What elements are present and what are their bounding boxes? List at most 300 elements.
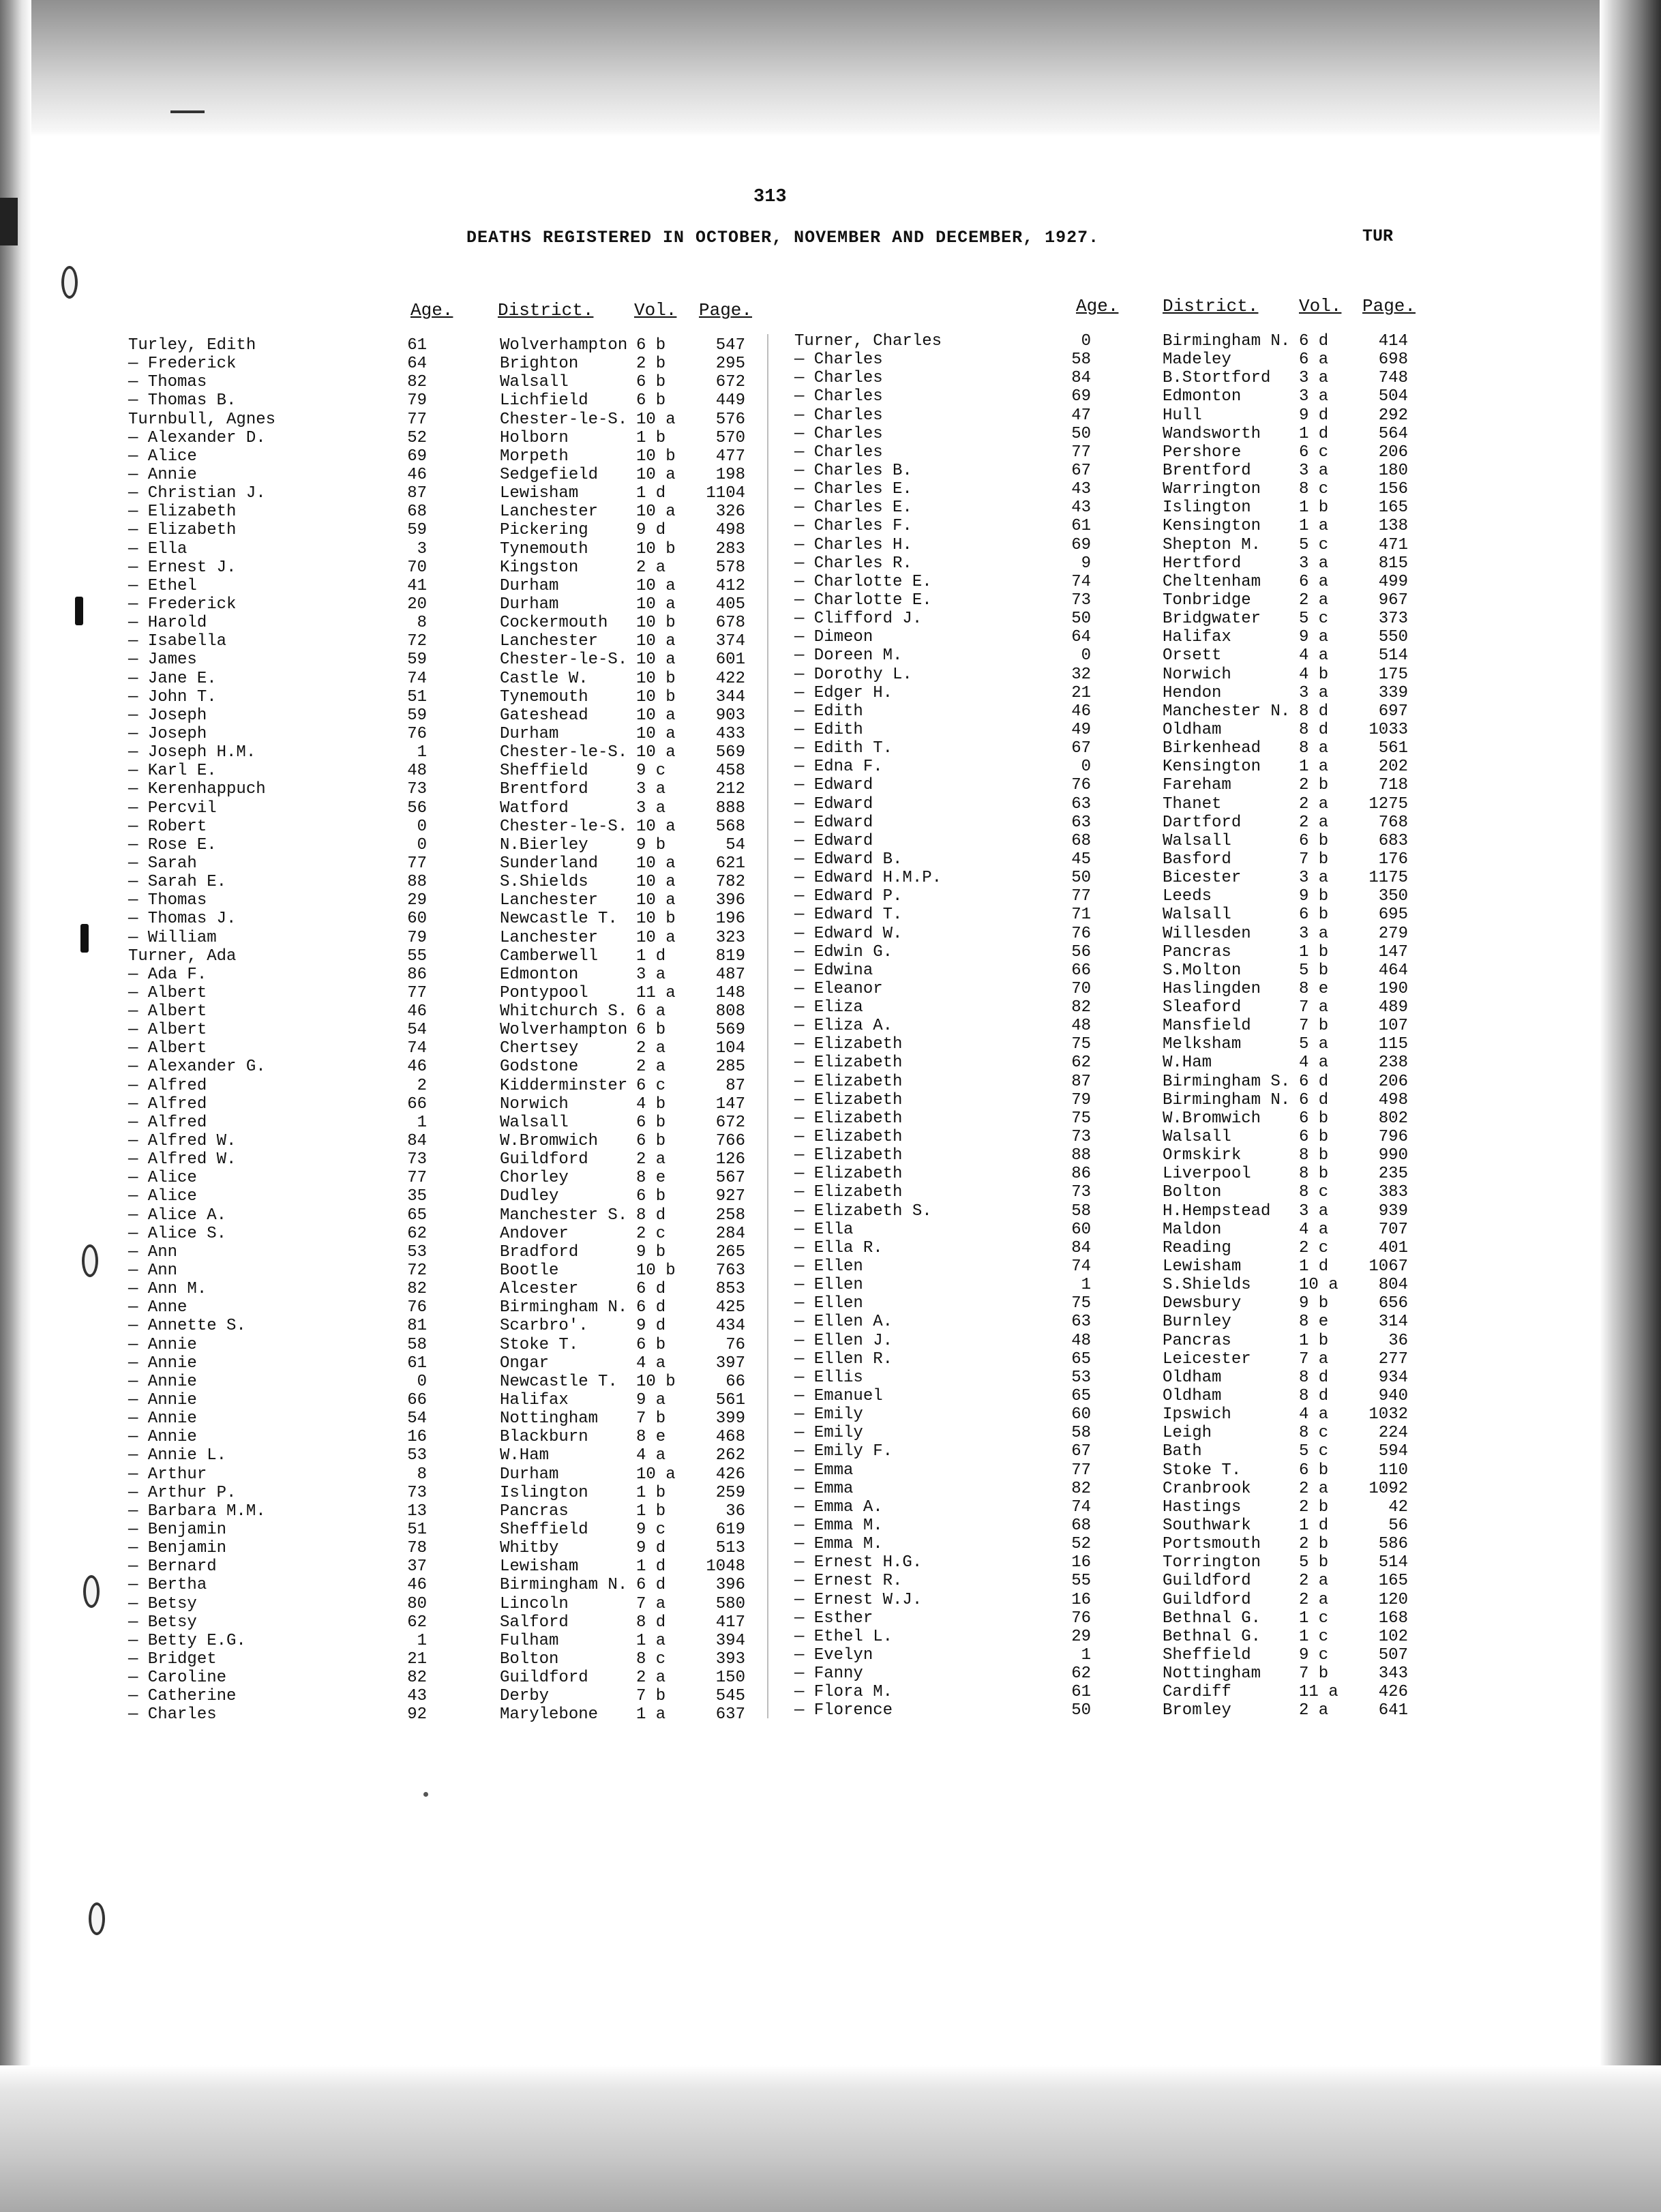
- entry-name: — Charles: [794, 369, 883, 388]
- entry-district: Durham: [500, 724, 559, 743]
- entry-age: 51: [407, 1521, 427, 1539]
- list-item: [128, 1502, 878, 1521]
- list-item: [794, 869, 1544, 887]
- list-item: [794, 646, 1544, 665]
- entry-name: — Caroline: [128, 1669, 227, 1688]
- entry-district: Tynemouth: [500, 687, 588, 706]
- entry-age: 58: [1071, 350, 1091, 370]
- entry-age: 59: [407, 651, 427, 670]
- list-item: [794, 425, 1544, 443]
- entry-district: Maldon: [1163, 1220, 1222, 1239]
- entry-vol: 10 a: [636, 503, 676, 522]
- entry-page: 576: [715, 410, 745, 429]
- list-item: [794, 610, 1544, 628]
- entry-vol: 1 c: [1299, 1627, 1329, 1646]
- entry-name: — Edward: [794, 776, 873, 795]
- entry-vol: 7 b: [1299, 1017, 1329, 1036]
- entry-district: Lanchester: [500, 503, 599, 522]
- list-item: [128, 836, 878, 854]
- list-item: [794, 1276, 1544, 1294]
- entry-vol: 2 a: [636, 1039, 666, 1058]
- entry-age: 76: [1071, 776, 1091, 795]
- entry-district: Sleaford: [1163, 998, 1242, 1017]
- entry-district: Walsall: [500, 373, 569, 392]
- entry-age: 70: [1071, 979, 1091, 998]
- entry-name: — Edward: [794, 813, 873, 832]
- list-item: [128, 1261, 878, 1280]
- entry-age: 50: [1071, 424, 1091, 443]
- list-item: [128, 1187, 878, 1206]
- column-header-age: Age.: [410, 300, 453, 320]
- entry-age: 69: [1071, 535, 1091, 554]
- entry-district: Edmonton: [500, 965, 579, 984]
- entry-age: 52: [1071, 1535, 1091, 1554]
- punch-hole-icon: [83, 1575, 100, 1608]
- entry-age: 62: [1071, 1664, 1091, 1684]
- list-item: [794, 1683, 1544, 1701]
- list-item: [794, 721, 1544, 739]
- entry-vol: 10 b: [636, 539, 676, 558]
- entry-district: Portsmouth: [1163, 1535, 1261, 1554]
- entry-name: — Flora M.: [794, 1683, 893, 1702]
- list-item: [128, 614, 878, 632]
- entry-vol: 5 c: [1299, 610, 1329, 629]
- entry-vol: 1 b: [636, 1501, 666, 1521]
- entry-district: Bicester: [1163, 869, 1242, 888]
- entry-name: — Albert: [128, 1002, 207, 1021]
- list-item: [794, 498, 1544, 517]
- entry-name: — Ethel L.: [794, 1627, 893, 1646]
- entry-vol: 8 c: [636, 1649, 666, 1669]
- list-item: [128, 1465, 878, 1484]
- scan-border-right: [1600, 0, 1661, 2212]
- entry-district: Manchester N.: [1163, 702, 1291, 721]
- entry-name: — Elizabeth: [794, 1072, 903, 1091]
- entry-district: Wolverhampton: [500, 336, 628, 355]
- entry-page: 567: [715, 1169, 745, 1188]
- entry-age: 88: [1071, 1146, 1091, 1165]
- entry-age: 56: [407, 798, 427, 818]
- entry-district: Derby: [500, 1687, 550, 1706]
- entry-name: — Alice: [128, 1187, 197, 1206]
- entry-vol: 9 d: [636, 1317, 666, 1336]
- entry-vol: 4 a: [636, 1446, 666, 1465]
- entry-page: 314: [1378, 1313, 1408, 1332]
- entry-age: 32: [1071, 665, 1091, 684]
- entry-name: — Bridget: [128, 1649, 217, 1669]
- entry-page: 545: [715, 1687, 745, 1706]
- entry-age: 61: [1071, 1683, 1091, 1702]
- entry-age: 68: [407, 503, 427, 522]
- entry-vol: 10 a: [636, 595, 676, 614]
- entry-district: Lichfield: [500, 391, 588, 410]
- entry-name: — Kerenhappuch: [128, 780, 266, 799]
- list-item: [128, 1557, 878, 1576]
- entry-name: — Annette S.: [128, 1317, 246, 1336]
- entry-vol: 7 b: [1299, 1664, 1329, 1684]
- entry-age: 84: [1071, 369, 1091, 388]
- entry-district: Hull: [1163, 406, 1202, 425]
- entry-name: — James: [128, 651, 197, 670]
- entry-district: Kensington: [1163, 758, 1261, 777]
- entry-page: 621: [715, 854, 745, 873]
- entry-vol: 8 d: [1299, 1387, 1329, 1406]
- list-item: [794, 1442, 1544, 1461]
- entry-age: 69: [407, 447, 427, 466]
- entry-district: W.Bromwich: [1163, 1109, 1261, 1128]
- entry-age: 20: [407, 595, 427, 614]
- entry-page: 1104: [706, 484, 745, 503]
- entry-name: — Arthur P.: [128, 1483, 237, 1502]
- entry-age: 68: [1071, 831, 1091, 850]
- list-item: [794, 1221, 1544, 1239]
- list-item: [128, 336, 878, 355]
- entry-vol: 4 a: [1299, 646, 1329, 666]
- entry-district: Guildford: [1163, 1572, 1251, 1591]
- entry-district: Bolton: [1163, 1183, 1222, 1202]
- entry-vol: 10 b: [636, 614, 676, 633]
- entry-page: 56: [1388, 1516, 1408, 1535]
- entry-vol: 1 d: [636, 1557, 666, 1576]
- entry-vol: 2 a: [1299, 1572, 1329, 1591]
- list-item: [128, 725, 878, 743]
- entry-district: Walsall: [500, 1113, 569, 1132]
- entry-page: 802: [1378, 1109, 1408, 1128]
- entry-name: — Charles: [794, 406, 883, 425]
- list-item: [794, 666, 1544, 684]
- list-item: [128, 1002, 878, 1021]
- entry-page: 641: [1378, 1701, 1408, 1720]
- entry-district: Newcastle T.: [500, 910, 618, 929]
- entry-district: Hendon: [1163, 683, 1222, 702]
- entry-page: 198: [715, 465, 745, 484]
- list-item: [794, 1480, 1544, 1498]
- entry-name: Turner, Charles: [794, 332, 942, 350]
- entry-vol: 1 d: [1299, 1257, 1329, 1276]
- entry-page: 176: [1378, 850, 1408, 869]
- entry-vol: 11 a: [1299, 1683, 1338, 1702]
- entry-page: 147: [715, 1094, 745, 1114]
- entry-age: 73: [407, 780, 427, 799]
- entry-district: Oldham: [1163, 1387, 1222, 1406]
- entry-vol: 8 e: [1299, 1313, 1329, 1332]
- entry-vol: 6 a: [1299, 350, 1329, 370]
- entry-name: — Charles B.: [794, 461, 912, 480]
- margin-mark: [80, 924, 89, 953]
- entry-district: Kidderminster: [500, 1076, 628, 1095]
- entry-district: Fulham: [500, 1631, 559, 1650]
- list-item: [794, 628, 1544, 646]
- entry-vol: 6 d: [1299, 1072, 1329, 1091]
- entry-name: — Elizabeth S.: [794, 1201, 932, 1221]
- list-item: [128, 1114, 878, 1132]
- list-item: [128, 1132, 878, 1150]
- entry-age: 9: [1081, 554, 1091, 573]
- entry-age: 77: [1071, 1461, 1091, 1480]
- entry-vol: 5 c: [1299, 535, 1329, 554]
- list-item: [128, 966, 878, 984]
- entry-district: Cardiff: [1163, 1683, 1231, 1702]
- entry-page: 464: [1378, 961, 1408, 980]
- entry-name: — Ellen R.: [794, 1349, 893, 1369]
- entry-name: — Alfred: [128, 1076, 207, 1095]
- entry-vol: 4 a: [1299, 1053, 1329, 1073]
- entry-age: 64: [1071, 628, 1091, 647]
- entry-age: 0: [1081, 332, 1091, 350]
- entry-vol: 8 d: [636, 1206, 666, 1225]
- entry-page: 107: [1378, 1017, 1408, 1036]
- entry-age: 59: [407, 521, 427, 540]
- entry-vol: 9 a: [1299, 628, 1329, 647]
- entry-district: Orsett: [1163, 646, 1222, 666]
- entry-page: 819: [715, 946, 745, 966]
- entry-vol: 1 d: [1299, 1516, 1329, 1535]
- entry-page: 458: [715, 762, 745, 781]
- entry-vol: 10 a: [636, 724, 676, 743]
- list-item: [128, 447, 878, 466]
- list-item: [128, 1373, 878, 1391]
- entry-page: 940: [1378, 1387, 1408, 1406]
- entry-age: 35: [407, 1187, 427, 1206]
- list-item: [128, 355, 878, 373]
- entry-district: Bethnal G.: [1163, 1609, 1261, 1628]
- entry-name: — Ellen: [794, 1276, 863, 1295]
- list-item: [794, 943, 1544, 961]
- column-header-age: Age.: [1076, 296, 1119, 316]
- entry-name: — Charlotte E.: [794, 591, 932, 610]
- list-item: [128, 632, 878, 651]
- entry-district: Kingston: [500, 558, 579, 577]
- entry-name: — Ella: [794, 1220, 854, 1239]
- list-item: [128, 1225, 878, 1243]
- entry-name: — Ella: [128, 539, 188, 558]
- entry-district: Whitchurch S.: [500, 1002, 628, 1021]
- entry-age: 73: [407, 1150, 427, 1169]
- entry-district: Birkenhead: [1163, 739, 1261, 758]
- entry-age: 82: [1071, 1479, 1091, 1498]
- entry-district: Walsall: [1163, 831, 1231, 850]
- entry-page: 619: [715, 1521, 745, 1539]
- entry-vol: 8 d: [1299, 1368, 1329, 1387]
- list-item: [128, 1521, 878, 1539]
- entry-district: Cockermouth: [500, 614, 608, 633]
- entry-district: Pontypool: [500, 983, 588, 1002]
- entry-name: — Emily: [794, 1405, 863, 1424]
- entry-name: — Annie: [128, 1354, 197, 1373]
- entry-page: 238: [1378, 1053, 1408, 1073]
- entry-name: — Edna F.: [794, 758, 883, 777]
- entry-vol: 2 a: [636, 1150, 666, 1169]
- list-item: [128, 466, 878, 484]
- entry-vol: 1 a: [1299, 758, 1329, 777]
- entry-vol: 1 d: [636, 484, 666, 503]
- entry-vol: 2 a: [636, 1669, 666, 1688]
- entry-district: Birmingham N.: [500, 1576, 628, 1595]
- entry-age: 66: [407, 1094, 427, 1114]
- entry-page: 888: [715, 798, 745, 818]
- entry-age: 61: [407, 1354, 427, 1373]
- list-item: [128, 947, 878, 966]
- entry-page: 120: [1378, 1590, 1408, 1609]
- entry-vol: 6 d: [636, 1280, 666, 1299]
- entry-age: 45: [1071, 850, 1091, 869]
- entry-vol: 6 d: [1299, 1090, 1329, 1109]
- entry-page: 570: [715, 428, 745, 447]
- entry-district: Bethnal G.: [1163, 1627, 1261, 1646]
- entry-page: 148: [715, 983, 745, 1002]
- entry-page: 637: [715, 1705, 745, 1724]
- list-item: [794, 443, 1544, 462]
- section-code: TUR: [1362, 226, 1394, 246]
- entry-vol: 9 b: [1299, 1294, 1329, 1313]
- list-item: [794, 739, 1544, 758]
- entry-page: 489: [1378, 998, 1408, 1017]
- entry-name: — Elizabeth: [794, 1035, 903, 1054]
- entry-vol: 6 b: [636, 373, 666, 392]
- entry-vol: 2 a: [1299, 813, 1329, 832]
- entry-vol: 8 a: [1299, 739, 1329, 758]
- entry-district: Gateshead: [500, 706, 588, 725]
- entry-name: — Edith: [794, 720, 863, 739]
- entry-age: 74: [407, 669, 427, 688]
- entry-name: — Edith: [794, 702, 863, 721]
- list-item: [794, 517, 1544, 535]
- entry-name: — Rose E.: [128, 835, 217, 854]
- entry-district: Lanchester: [500, 891, 599, 910]
- entry-district: Walsall: [1163, 1128, 1231, 1147]
- entry-district: Torrington: [1163, 1553, 1261, 1572]
- entry-age: 69: [1071, 387, 1091, 406]
- entry-vol: 10 a: [636, 706, 676, 725]
- entry-vol: 3 a: [1299, 869, 1329, 888]
- entry-age: 71: [1071, 906, 1091, 925]
- entry-age: 50: [1071, 869, 1091, 888]
- list-item: [128, 484, 878, 503]
- entry-age: 79: [1071, 1090, 1091, 1109]
- entry-district: Birmingham S.: [1163, 1072, 1291, 1091]
- scan-border-left: [0, 0, 31, 2212]
- entry-age: 82: [407, 373, 427, 392]
- entry-page: 434: [715, 1317, 745, 1336]
- entry-page: 147: [1378, 942, 1408, 961]
- entry-vol: 9 c: [636, 762, 666, 781]
- entry-name: — Edward: [794, 794, 873, 813]
- entry-vol: 4 a: [636, 1354, 666, 1373]
- entry-page: 323: [715, 928, 745, 947]
- entry-vol: 7 b: [636, 1409, 666, 1429]
- list-item: [794, 369, 1544, 387]
- list-item: [794, 1628, 1544, 1646]
- entry-page: 175: [1378, 665, 1408, 684]
- list-item: [128, 780, 878, 798]
- entry-name: — Alfred: [128, 1113, 207, 1132]
- entry-age: 86: [407, 965, 427, 984]
- entry-page: 927: [715, 1187, 745, 1206]
- entry-age: 41: [407, 576, 427, 595]
- entry-vol: 9 b: [636, 835, 666, 854]
- entry-district: Holborn: [500, 428, 569, 447]
- entry-name: — Thomas: [128, 373, 207, 392]
- entry-name: — Elizabeth: [794, 1146, 903, 1165]
- entry-age: 84: [407, 1132, 427, 1151]
- entry-name: — Arthur: [128, 1465, 207, 1484]
- list-item: [128, 540, 878, 558]
- entry-vol: 9 c: [636, 1521, 666, 1539]
- entry-vol: 6 b: [636, 1132, 666, 1151]
- list-item: [128, 1669, 878, 1687]
- entry-age: 54: [407, 1021, 427, 1040]
- entry-page: 487: [715, 965, 745, 984]
- entry-page: 326: [715, 503, 745, 522]
- entry-district: N.Bierley: [500, 835, 588, 854]
- entry-vol: 2 b: [1299, 1535, 1329, 1554]
- entry-vol: 6 b: [1299, 1109, 1329, 1128]
- entry-district: Shepton M.: [1163, 535, 1261, 554]
- entry-district: W.Ham: [1163, 1053, 1212, 1073]
- entry-district: Bridgwater: [1163, 610, 1261, 629]
- entry-vol: 10 b: [636, 669, 676, 688]
- entry-age: 43: [1071, 498, 1091, 518]
- list-item: [794, 887, 1544, 906]
- list-item: [128, 1077, 878, 1095]
- entry-page: 262: [715, 1446, 745, 1465]
- entry-vol: 9 a: [636, 1391, 666, 1410]
- entry-name: — Charles E.: [794, 498, 912, 518]
- entry-age: 53: [407, 1242, 427, 1261]
- entry-district: Lanchester: [500, 632, 599, 651]
- entry-page: 156: [1378, 480, 1408, 499]
- entry-age: 0: [1081, 646, 1091, 666]
- entry-age: 50: [1071, 610, 1091, 629]
- entry-name: — Elizabeth: [794, 1165, 903, 1184]
- entry-district: Wandsworth: [1163, 424, 1261, 443]
- entry-vol: 9 b: [636, 1242, 666, 1261]
- entry-age: 46: [1071, 702, 1091, 721]
- entry-page: 504: [1378, 387, 1408, 406]
- entry-page: 54: [725, 835, 745, 854]
- entry-age: 13: [407, 1501, 427, 1521]
- entry-age: 82: [407, 1280, 427, 1299]
- entry-age: 48: [1071, 1017, 1091, 1036]
- list-item: [794, 1572, 1544, 1590]
- entry-page: 514: [1378, 646, 1408, 666]
- entry-age: 43: [407, 1687, 427, 1706]
- list-item: [794, 1646, 1544, 1664]
- entry-age: 46: [407, 465, 427, 484]
- entry-age: 79: [407, 928, 427, 947]
- entry-vol: 2 c: [636, 1224, 666, 1243]
- list-item: [794, 1239, 1544, 1257]
- entry-page: 433: [715, 724, 745, 743]
- entry-district: Bath: [1163, 1442, 1202, 1461]
- entry-name: — Clifford J.: [794, 610, 923, 629]
- entry-vol: 8 e: [1299, 979, 1329, 998]
- entry-district: Pancras: [1163, 1331, 1231, 1350]
- entry-district: Durham: [500, 576, 559, 595]
- entry-age: 64: [407, 355, 427, 374]
- list-item: [794, 1165, 1544, 1183]
- entry-page: 748: [1378, 369, 1408, 388]
- entry-district: Watford: [500, 798, 569, 818]
- entry-district: W.Bromwich: [500, 1132, 599, 1151]
- list-item: [128, 558, 878, 577]
- list-item: [128, 1446, 878, 1465]
- punch-hole-icon: [89, 1902, 105, 1935]
- entry-page: 580: [715, 1594, 745, 1613]
- entry-vol: 7 a: [1299, 998, 1329, 1017]
- column-header-district: District.: [1163, 296, 1259, 316]
- entry-age: 53: [1071, 1368, 1091, 1387]
